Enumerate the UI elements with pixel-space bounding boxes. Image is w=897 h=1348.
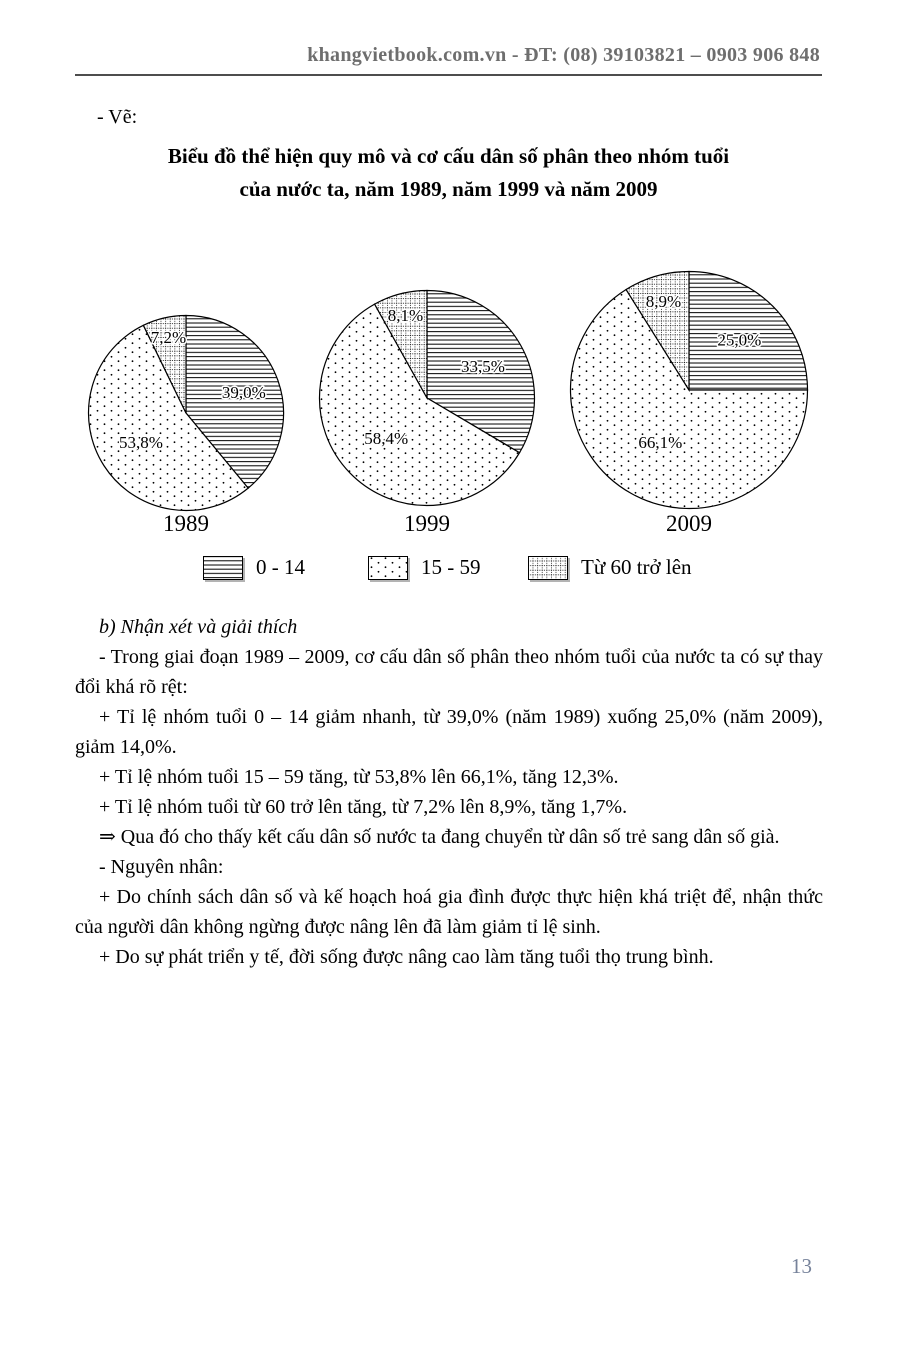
pie-value-label: 8,1% <box>387 305 424 325</box>
pie-year-label-1989: 1989 <box>163 511 209 536</box>
legend-label: 0 - 14 <box>256 555 305 579</box>
analysis-paragraph: + Do chính sách dân số và kế hoạch hoá gia đình được thực hiện khá triệt để, nhận thức của người dân không ngừng được nâng lên đã làm giảm tỉ lệ sinh. <box>75 886 823 938</box>
legend-item-0-14 <box>203 555 305 580</box>
pie-value-label: 33,5% <box>461 357 505 376</box>
legend-item-15-59 <box>368 555 481 580</box>
chart-title-line1: Biểu đồ thể hiện quy mô và cơ cấu dân số phân theo nhóm tuổi <box>167 144 730 168</box>
pie-value-label: 39,0% <box>221 383 266 403</box>
analysis-section <box>75 612 823 972</box>
analysis-paragraph: + Tỉ lệ nhóm tuổi 15 – 59 tăng, từ 53,8% lên 66,1%, tăng 12,3%. <box>99 766 619 788</box>
pie-value-label: 7,2% <box>150 328 187 347</box>
pie-value-label: 58,4% <box>364 428 409 448</box>
legend-label: Từ 60 trở lên <box>581 555 692 579</box>
horizontal-lines-pattern-icon <box>203 556 243 580</box>
pie-value-label: 8,9% <box>645 292 682 312</box>
pie-chart-2009 <box>569 270 809 510</box>
pie-value-label: 66,1% <box>638 432 683 452</box>
pie-value-label: 53,8% <box>118 433 163 452</box>
dotted-grid-pattern-icon <box>528 556 568 580</box>
analysis-paragraph: - Trong giai đoạn 1989 – 2009, cơ cấu dân số phân theo nhóm tuổi của nước ta có sự thay đổi khá rõ rệt: <box>75 646 823 698</box>
legend-label: 15 - 59 <box>421 555 481 579</box>
page-number: 13 <box>791 1254 812 1278</box>
draw-label: - Vẽ: <box>97 106 138 128</box>
analysis-paragraph: ⇒ Qua đó cho thấy kết cấu dân số nước ta đang chuyển từ dân số trẻ sang dân số già. <box>99 826 780 848</box>
analysis-paragraph: + Tỉ lệ nhóm tuổi 0 – 14 giảm nhanh, từ 39,0% (năm 1989) xuống 25,0% (năm 2009), giảm 14,0%. <box>75 706 823 758</box>
pie-value-label: 25,0% <box>717 330 762 350</box>
analysis-paragraph: + Do sự phát triển y tế, đời sống được nâng cao làm tăng tuổi thọ trung bình. <box>99 946 714 968</box>
analysis-paragraph: + Tỉ lệ nhóm tuổi từ 60 trở lên tăng, từ 7,2% lên 8,9%, tăng 1,7%. <box>99 796 628 818</box>
dots-pattern-icon <box>368 556 408 580</box>
site-header: khangvietbook.com.vn - ĐT: (08) 39103821 – 0903 906 848 <box>307 44 820 66</box>
chart-title-line2: của nước ta, năm 1989, năm 1999 và năm 2009 <box>239 177 658 201</box>
pie-chart-1999 <box>318 289 536 507</box>
analysis-paragraph: - Nguyên nhân: <box>99 856 224 878</box>
legend-item-60-plus <box>528 555 692 580</box>
pie-year-label-2009: 2009 <box>666 511 712 536</box>
pie-year-label-1999: 1999 <box>404 511 450 536</box>
header-divider <box>75 74 822 76</box>
analysis-heading: b) Nhận xét và giải thích <box>99 616 298 638</box>
chart-title <box>75 140 822 206</box>
pie-chart-1989 <box>87 314 285 512</box>
